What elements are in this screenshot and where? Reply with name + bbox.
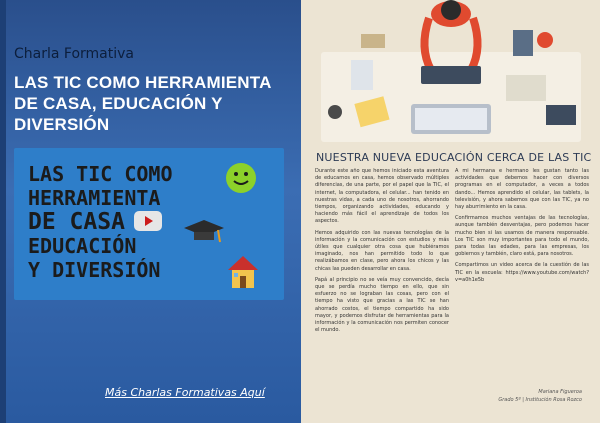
article-column-2 [455,168,589,288]
play-button[interactable] [134,211,162,231]
desk-illustration [301,0,600,150]
video-line-5: Y DIVERSIÓN [28,258,161,282]
video-line-1: LAS TIC COMO [28,162,173,186]
col2-paragraph-3: Compartimos un video acerca de la cuestión de las TIC en la escuela: https://www.youtube.com/watch?v=a0h1e5b [455,262,589,283]
left-accent-strip [0,0,6,423]
video-line-3: DE CASA [28,209,125,235]
graduation-cap-icon [182,218,226,246]
col2-paragraph-2: Confirmamos muchos ventajas de las tecnologías, aunque también desventajas, pero podemos hacer mucho bien si las usamos de manera responsable. Los TIC son muy importantes para todo el mundo, para todas las edades, para las empresas, los gobiernos y también, claro está, para nosotros. [455,215,589,258]
video-line-4: EDUCACIÓN [28,234,137,258]
author-signature [498,388,582,404]
house-icon [226,254,260,290]
signature-name: Mariana Figueroa [538,389,582,395]
page-title: LAS TIC COMO HERRAMIENTA DE CASA, EDUCACIÓN Y DIVERSIÓN [14,73,271,134]
right-panel [301,0,600,423]
col1-paragraph-1: Durante este año que hemos iniciado esta aventura de educarnos en casa, hemos observado múltiples diferencias, de una parte, por el papel que la TIC, el internet, la computadora, el celular... han tenido en nuestras vidas, a cada uno de nosotros, ahorrando tiempos, organizando actividades, educando y haciendo más fácil el aprendizaje de todos los aspectos. [315,168,449,225]
video-thumbnail[interactable] [14,148,284,300]
signature-school: Grado 5º | Institución Rosa Rozco [498,397,582,403]
kicker-label: Charla Formativa [14,46,134,62]
video-line-2: HERRAMIENTA [28,186,161,210]
smiley-icon [226,163,256,193]
col1-paragraph-2: Hemos adquirido con las nuevas tecnologías de la información y la comunicación con estudios y más útiles que cualquier otra cosa que hubiéramos imaginado, nos han permitido todo lo que realizábamos en clase, pero ahora los chicos y las chicas las pueden desarrollar en casa. [315,229,449,272]
article-column-1 [315,168,449,338]
col2-paragraph-1: A mi hermana e hermano les gustan tanto las actividades que debemos hacer con diversos programas en el computador, a veces a todos dando... Hemos aprendido el celular, las tablets, la televisión, y ahora sabemos que con las TIC, ya no hay aburrimiento en la casa. [455,168,589,211]
more-talks-link[interactable]: Más Charlas Formativas Aquí [105,386,265,399]
col1-paragraph-3: Papá al principio no se veía muy convencido, decía que se perdía mucho tiempo en ello, que sin esfuerzo no se lograban las cosas, pero con el tiempo ha visto que gracias a las TIC se han ahorrado costos, el tiempo compartido ha sido mayor, y podemos disfrutar de herramientas para la información y la comunicación nos permiten conocer el mundo. [315,276,449,334]
section-title: NUESTRA NUEVA EDUCACIÓN CERCA DE LAS TIC [316,151,592,164]
